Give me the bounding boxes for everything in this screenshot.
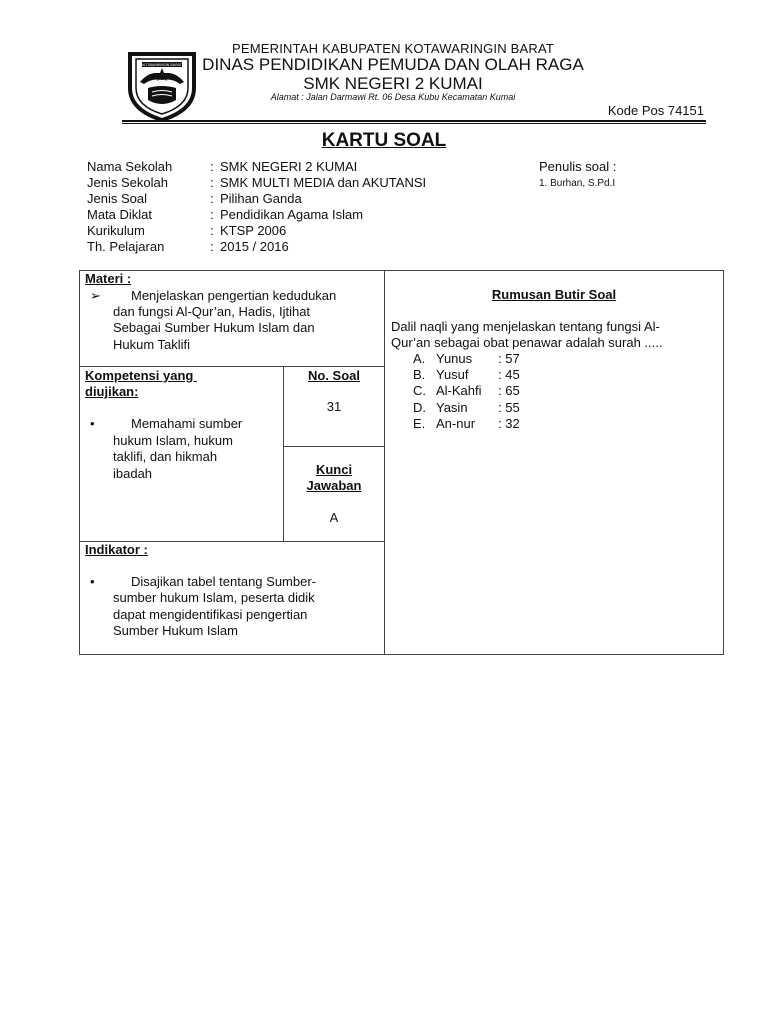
info-separator: :: [210, 159, 214, 174]
info-value: SMK MULTI MEDIA dan AKUTANSI: [220, 175, 427, 190]
option-value: : 45: [498, 367, 520, 382]
question-text: Qur’an sebagai obat penawar adalah surah .....: [391, 335, 663, 350]
table-row-divider: [79, 366, 385, 367]
info-value: Pendidikan Agama Islam: [220, 207, 364, 222]
option-text: Al-Kahfi: [436, 383, 482, 398]
school-address: Alamat : Jalan Darmawi Rt. 06 Desa Kubu Kecamatan Kumai: [270, 92, 516, 102]
kompetensi-text: ibadah: [113, 466, 153, 481]
postal-code: Kode Pos 74151: [607, 103, 704, 118]
table-border-bottom: [79, 654, 724, 655]
option-letter: C.: [413, 383, 426, 398]
indikator-text: sumber hukum Islam, peserta didik: [113, 590, 315, 605]
arrow-bullet-icon: ➢: [90, 288, 101, 303]
kunci-heading: Kunci: [315, 462, 353, 477]
table-border-top: [79, 270, 724, 271]
kompetensi-text: taklifi, dan hikmah: [113, 449, 218, 464]
option-letter: A.: [413, 351, 426, 366]
question-text: Dalil naqli yang menjelaskan tentang fungsi Al-: [391, 319, 660, 334]
option-value: : 57: [498, 351, 520, 366]
kompetensi-heading: diujikan:: [85, 384, 139, 399]
info-value: SMK NEGERI 2 KUMAI: [220, 159, 358, 174]
info-separator: :: [210, 207, 214, 222]
materi-heading: Materi :: [85, 271, 132, 286]
indikator-text: Sumber Hukum Islam: [113, 623, 238, 638]
info-value: Pilihan Ganda: [220, 191, 302, 206]
option-text: Yusuf: [436, 367, 469, 382]
writer-label: Penulis soal :: [539, 159, 617, 174]
info-label: Jenis Sekolah: [87, 175, 168, 190]
option-letter: B.: [413, 367, 426, 382]
materi-text: Hukum Taklifi: [113, 337, 191, 352]
info-separator: :: [210, 175, 214, 190]
info-value: KTSP 2006: [220, 223, 287, 238]
kompetensi-text: hukum Islam, hukum: [113, 433, 233, 448]
government-name: PEMERINTAH KABUPATEN KOTAWARINGIN BARAT: [232, 41, 554, 56]
bullet-icon: •: [90, 574, 95, 589]
info-separator: :: [210, 191, 214, 206]
info-label: Kurikulum: [87, 223, 145, 238]
table-cell-divider: [283, 446, 385, 447]
info-label: Th. Pelajaran: [87, 239, 165, 254]
info-separator: :: [210, 223, 214, 238]
writer-name: 1. Burhan, S.Pd.I: [539, 178, 616, 189]
indikator-heading: Indikator :: [85, 542, 148, 557]
info-label: Jenis Soal: [87, 191, 147, 206]
kompetensi-text: Memahami sumber: [131, 416, 243, 431]
kompetensi-heading: Kompetensi yang: [85, 368, 197, 383]
bullet-icon: •: [90, 416, 95, 431]
rumusan-heading: Rumusan Butir Soal: [491, 287, 617, 302]
option-value: : 55: [498, 400, 520, 415]
header-rule-thick: [122, 120, 706, 122]
option-text: Yunus: [436, 351, 473, 366]
table-column-divider: [384, 270, 385, 655]
info-separator: :: [210, 239, 214, 254]
header-rule-thin: [122, 123, 706, 124]
info-label: Mata Diklat: [87, 207, 153, 222]
option-letter: E.: [413, 416, 426, 431]
kunci-value: A: [329, 510, 339, 525]
no-soal-heading: No. Soal: [307, 368, 360, 383]
kunci-heading: Jawaban: [306, 478, 362, 493]
table-border-right: [723, 270, 724, 655]
logo-text: KOTAWARINGIN BARAT: [142, 63, 182, 67]
school-name: SMK NEGERI 2 KUMAI: [303, 74, 483, 93]
materi-text: dan fungsi Al-Qur’an, Hadis, Ijtihat: [113, 304, 311, 319]
agency-name: DINAS PENDIDIKAN PEMUDA DAN OLAH RAGA: [202, 55, 584, 74]
option-text: Yasin: [436, 400, 468, 415]
page-title: KARTU SOAL: [321, 130, 447, 151]
regency-crest-logo: [122, 44, 202, 122]
no-soal-value: 31: [326, 399, 342, 414]
option-value: : 32: [498, 416, 520, 431]
indikator-text: dapat mengidentifikasi pengertian: [113, 607, 308, 622]
option-letter: D.: [413, 400, 426, 415]
option-text: An-nur: [436, 416, 476, 431]
materi-text: Menjelaskan pengertian kedudukan: [131, 288, 337, 303]
option-value: : 65: [498, 383, 520, 398]
table-border-left: [79, 270, 80, 655]
info-value: 2015 / 2016: [220, 239, 289, 254]
indikator-text: Disajikan tabel tentang Sumber-: [131, 574, 316, 589]
materi-text: Sebagai Sumber Hukum Islam dan: [113, 320, 315, 335]
info-label: Nama Sekolah: [87, 159, 173, 174]
